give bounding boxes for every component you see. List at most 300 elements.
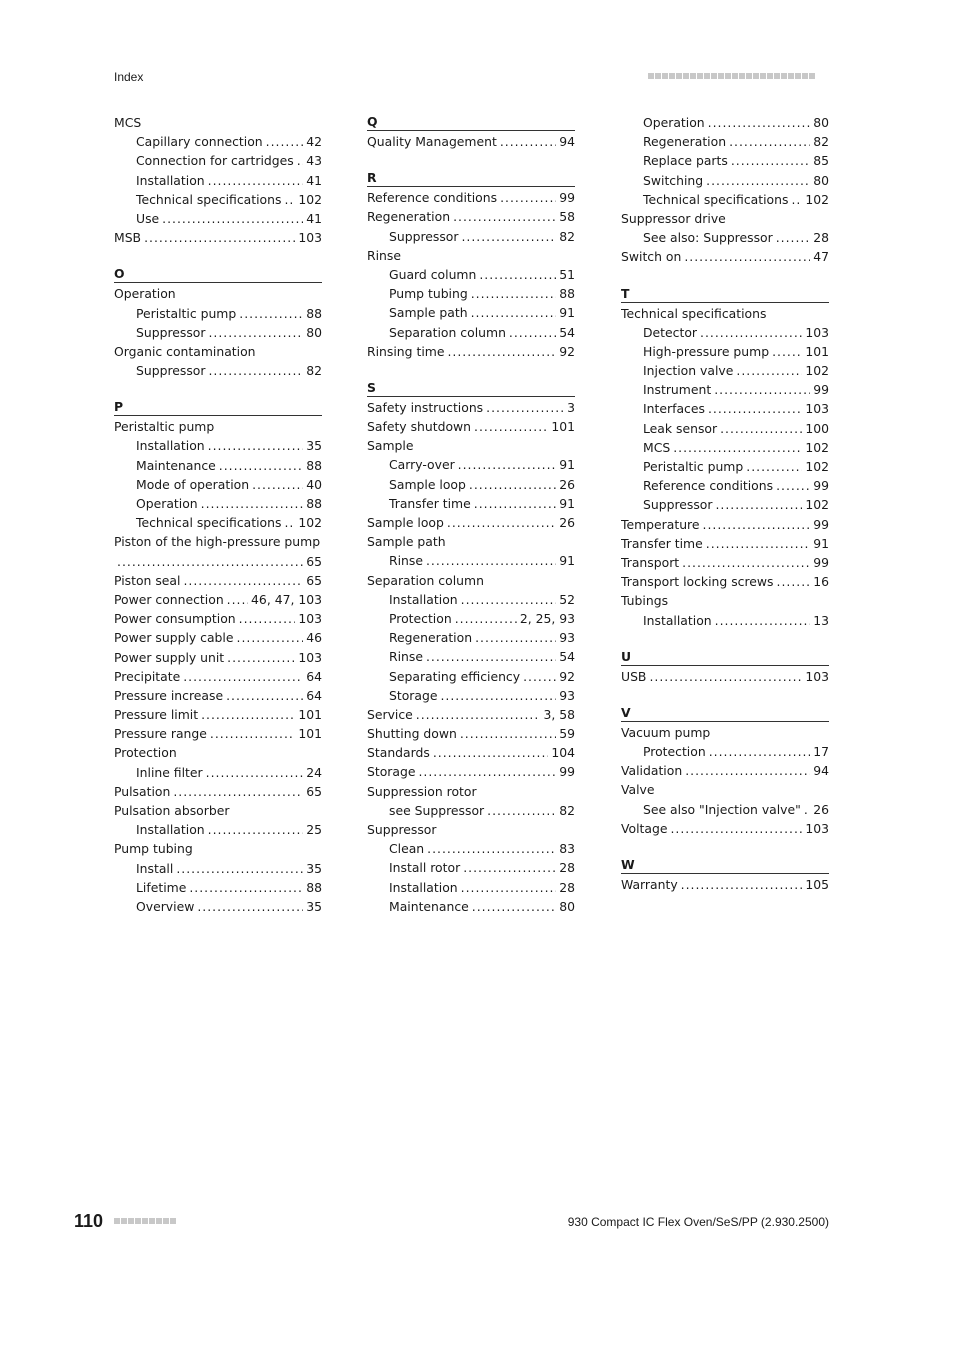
index-subentry [621, 171, 829, 190]
dot-leader [461, 227, 556, 246]
index-page-reference[interactable]: 82 [559, 228, 575, 244]
index-subentry [367, 667, 575, 686]
dot-leader [173, 782, 303, 801]
index-page-reference[interactable]: 41 [306, 210, 322, 226]
index-subentry [114, 820, 322, 839]
index-term: Valve [621, 782, 655, 798]
dot-leader [708, 113, 811, 132]
index-term: Technical specifications [136, 191, 282, 207]
index-page-reference[interactable]: 99 [813, 478, 829, 494]
index-entry [114, 571, 322, 590]
dot-leader [475, 628, 556, 647]
index-term: Installation [389, 591, 458, 607]
index-subentry [367, 628, 575, 647]
index-page-reference[interactable]: 51 [559, 266, 575, 282]
index-entry [621, 209, 829, 228]
index-page-reference[interactable]: 88 [306, 457, 322, 473]
index-term: Quality Management [367, 134, 497, 149]
dot-leader [471, 303, 557, 322]
index-term: MCS [114, 115, 142, 130]
index-entry [367, 132, 575, 151]
index-page-reference[interactable]: 54 [559, 649, 575, 665]
dot-leader [777, 572, 811, 591]
index-term: Protection [114, 745, 177, 761]
index-page-reference[interactable]: 102 [298, 191, 322, 207]
index-term: Sample path [389, 305, 468, 321]
dot-leader [461, 590, 557, 609]
index-page-reference[interactable]: 35 [306, 860, 322, 876]
index-page-reference[interactable]: 103 [805, 668, 829, 684]
index-subentry [367, 686, 575, 705]
index-term: Installation [389, 879, 458, 895]
index-page-reference[interactable]: 80 [559, 898, 575, 914]
page-number: 110 [74, 1211, 104, 1231]
index-entry [367, 820, 575, 839]
index-page-reference[interactable]: 88 [306, 496, 322, 511]
dot-leader [706, 534, 810, 553]
index-term: Installation [136, 172, 205, 188]
index-page-reference[interactable]: 102 [805, 191, 829, 207]
index-subentry [114, 456, 322, 475]
index-subentry [367, 227, 575, 246]
index-entry [621, 819, 829, 838]
dot-leader [162, 209, 303, 228]
index-term: Replace parts [643, 153, 728, 169]
dot-leader [237, 628, 304, 647]
index-page-reference[interactable]: 105 [805, 877, 829, 892]
index-subentry [114, 475, 322, 494]
index-term: Technical specifications [621, 305, 767, 321]
index-entry [114, 801, 322, 820]
index-page-reference[interactable]: 102 [805, 459, 829, 474]
index-subentry [621, 611, 829, 630]
index-page-reference[interactable]: 43 [306, 153, 322, 169]
index-page-reference[interactable]: 91 [559, 457, 575, 473]
dot-leader [474, 494, 556, 513]
dot-leader [649, 667, 802, 686]
index-term: Installation [136, 438, 205, 454]
dot-leader [297, 151, 303, 170]
index-page-reference[interactable]: 103 [298, 611, 322, 627]
index-entry [367, 436, 575, 455]
index-term: Carry-over [389, 457, 455, 473]
index-entry [367, 532, 575, 551]
index-page-reference[interactable]: 92 [559, 343, 575, 359]
dot-leader [715, 611, 811, 630]
index-subentry [621, 151, 829, 170]
dot-leader [685, 761, 810, 780]
index-term: Maintenance [389, 898, 469, 914]
index-page-reference[interactable]: 42 [306, 134, 322, 150]
index-term: Regeneration [367, 209, 451, 225]
index-entry [114, 724, 322, 743]
index-term: Tubings [621, 593, 669, 609]
index-term: Voltage [621, 820, 668, 836]
index-term: Sample path [367, 534, 446, 550]
index-subentry [114, 763, 322, 782]
index-letter-heading: O [114, 265, 322, 283]
index-entry [367, 762, 575, 781]
dot-leader [500, 188, 556, 207]
index-term: Transport locking screws [621, 574, 774, 590]
index-term: Install [136, 860, 174, 876]
index-page-reference[interactable]: 3 [567, 399, 575, 415]
index-term: Pressure range [114, 726, 207, 742]
index-page-reference[interactable]: 93 [559, 687, 575, 703]
index-page-reference[interactable]: 16 [813, 574, 829, 590]
index-term: Safety shutdown [367, 419, 472, 435]
index-entry [367, 571, 575, 590]
index-entry [367, 782, 575, 801]
index-entry [114, 342, 322, 361]
index-page-reference[interactable]: 100 [805, 420, 829, 436]
index-page-reference[interactable]: 103 [805, 401, 829, 417]
index-page-reference[interactable]: 88 [306, 879, 322, 895]
index-term: Transport [621, 554, 680, 570]
index-entry [621, 780, 829, 799]
dot-leader [176, 859, 303, 878]
index-page-reference[interactable]: 99 [813, 382, 829, 398]
index-page-reference[interactable]: 65 [306, 783, 322, 799]
index-page-reference[interactable]: 103 [298, 649, 322, 665]
index-subentry [621, 800, 829, 819]
index-term: Organic contamination [114, 343, 256, 359]
index-page-reference[interactable]: 80 [306, 324, 322, 340]
index-page-reference[interactable]: 64 [306, 687, 322, 703]
index-page-reference[interactable]: 104 [551, 745, 575, 761]
index-page-reference[interactable]: 99 [559, 764, 575, 780]
dot-leader [266, 132, 304, 151]
index-page-reference[interactable]: 99 [559, 190, 575, 206]
index-subentry [621, 419, 829, 438]
index-page-reference[interactable]: 101 [298, 707, 322, 723]
index-page-reference[interactable]: 46, 47, 103 [251, 591, 322, 607]
index-entry [621, 515, 829, 534]
dot-leader [487, 801, 556, 820]
index-entry [367, 398, 575, 417]
index-page-reference[interactable]: 65 [306, 572, 322, 588]
index-page-reference[interactable]: 85 [813, 153, 829, 169]
index-term: Sample [367, 438, 414, 454]
index-page-reference[interactable]: 80 [813, 115, 829, 130]
index-term: Maintenance [136, 457, 216, 473]
index-page-reference[interactable]: 82 [306, 363, 322, 379]
index-entry [114, 686, 322, 705]
index-subentry [621, 495, 829, 514]
index-entry [621, 875, 829, 894]
index-subentry [114, 494, 322, 513]
index-column-1 [114, 113, 322, 916]
index-subentry [621, 457, 829, 476]
index-subentry [114, 132, 322, 151]
index-term: Precipitate [114, 668, 181, 684]
index-page-reference[interactable]: 13 [813, 612, 829, 628]
index-subentry [621, 132, 829, 151]
index-term: Pump tubing [389, 286, 468, 302]
dot-leader [746, 457, 802, 476]
index-term: Interfaces [643, 401, 705, 417]
index-term: MCS [643, 439, 671, 455]
index-subentry [114, 361, 322, 380]
index-term: Power supply cable [114, 630, 234, 646]
index-term: Reference conditions [643, 478, 774, 494]
index-term: Rinse [367, 247, 401, 263]
index-page-reference[interactable]: 26 [813, 801, 829, 817]
index-term: Operation [643, 115, 705, 130]
index-page-reference[interactable]: 94 [813, 763, 829, 779]
index-term: See also: Suppressor [643, 230, 773, 246]
index-page-reference[interactable]: 28 [813, 230, 829, 246]
dot-leader [458, 455, 557, 474]
index-page-reference[interactable]: 91 [559, 495, 575, 511]
dot-leader [463, 858, 556, 877]
index-page-reference[interactable]: 47 [813, 249, 829, 265]
index-term: USB [621, 668, 647, 684]
index-entry [367, 207, 575, 226]
index-entry [621, 572, 829, 591]
dot-leader [460, 724, 556, 743]
index-term: Standards [367, 745, 430, 761]
index-term: Peristaltic pump [114, 419, 215, 435]
index-term: Detector [643, 324, 697, 340]
index-term: Validation [621, 763, 683, 779]
index-subentry [621, 113, 829, 132]
index-entry [114, 743, 322, 762]
dot-leader [440, 686, 556, 705]
index-subentry [367, 839, 575, 858]
dot-leader [227, 590, 248, 609]
footer-decorative-dots [114, 1218, 176, 1224]
index-term: Suppressor drive [621, 210, 726, 226]
index-subentry [621, 438, 829, 457]
dot-leader [714, 380, 810, 399]
index-term: Operation [136, 496, 198, 511]
index-page-reference[interactable]: 82 [559, 802, 575, 818]
index-subentry [367, 878, 575, 897]
index-entry [367, 246, 575, 265]
dot-leader [201, 494, 304, 513]
index-page-reference[interactable]: 64 [306, 668, 322, 684]
dot-leader [208, 361, 303, 380]
index-term: MSB [114, 230, 142, 246]
index-page-reference[interactable]: 24 [306, 764, 322, 780]
header-decorative-dots [648, 73, 815, 79]
index-entry [114, 113, 322, 132]
index-term: Service [367, 706, 413, 722]
dot-leader [729, 132, 810, 151]
index-subentry [114, 190, 322, 209]
index-page-reference[interactable]: 103 [805, 324, 829, 340]
index-page-reference[interactable]: 58 [559, 209, 575, 225]
index-term: Suppressor [389, 228, 459, 244]
index-term: See also "Injection valve" [643, 801, 801, 817]
index-subentry [367, 475, 575, 494]
index-letter-heading: U [621, 648, 829, 666]
index-page-reference[interactable]: 102 [805, 497, 829, 513]
index-entry [621, 553, 829, 572]
dot-leader [479, 265, 556, 284]
index-page-reference[interactable]: 28 [559, 860, 575, 876]
dot-leader [117, 552, 303, 571]
dot-leader [670, 819, 802, 838]
index-letter-heading: W [621, 856, 829, 874]
dot-leader [210, 724, 295, 743]
index-page-reference[interactable]: 28 [559, 879, 575, 895]
dot-leader [804, 800, 810, 819]
index-subentry [367, 590, 575, 609]
dot-leader [197, 897, 303, 916]
index-subentry [114, 171, 322, 190]
index-term: Protection [643, 744, 706, 760]
index-subentry [367, 494, 575, 513]
index-entry [367, 513, 575, 532]
dot-leader [500, 132, 556, 151]
dot-leader [284, 513, 295, 532]
index-term: Leak sensor [643, 420, 718, 436]
dot-leader [284, 190, 295, 209]
index-page-reference[interactable]: 91 [813, 535, 829, 551]
dot-leader [426, 647, 556, 666]
dot-leader [455, 609, 517, 628]
dot-leader [684, 247, 810, 266]
index-page-reference[interactable]: 35 [306, 898, 322, 914]
index-term: Transfer time [389, 495, 471, 511]
index-page-reference[interactable]: 26 [559, 515, 575, 530]
index-page-reference[interactable]: 91 [559, 305, 575, 321]
index-term: Switch on [621, 249, 682, 265]
index-page-reference[interactable]: 40 [306, 476, 322, 492]
index-page-reference[interactable]: 65 [306, 553, 322, 569]
dot-leader [720, 419, 802, 438]
index-page-reference[interactable]: 82 [813, 134, 829, 150]
index-page-reference[interactable]: 52 [559, 591, 575, 607]
dot-leader [703, 515, 811, 534]
index-term: Separation column [389, 324, 506, 340]
index-entry [621, 761, 829, 780]
dot-leader [715, 495, 802, 514]
index-subentry [621, 190, 829, 209]
index-page-reference[interactable]: 102 [298, 515, 322, 531]
index-entry [114, 590, 322, 609]
index-page-reference[interactable]: 54 [559, 324, 575, 340]
index-page-reference[interactable]: 101 [551, 419, 575, 435]
index-term: Mode of operation [136, 476, 250, 492]
index-page-reference[interactable]: 99 [813, 516, 829, 532]
index-page-reference[interactable]: 25 [306, 822, 322, 838]
dot-leader [226, 686, 303, 705]
dot-leader [681, 875, 803, 894]
dot-leader [183, 571, 303, 590]
index-entry [114, 228, 322, 247]
index-page-reference[interactable]: 2, 25, 93 [519, 610, 575, 626]
index-page-reference[interactable]: 3, 58 [543, 706, 575, 722]
index-page-reference[interactable]: 46 [306, 630, 322, 646]
running-header-title: Index [114, 70, 144, 84]
index-page-reference[interactable]: 80 [813, 172, 829, 188]
index-page-reference[interactable]: 26 [559, 476, 575, 492]
index-entry [114, 705, 322, 724]
index-page-reference[interactable]: 88 [559, 286, 575, 302]
index-page-reference[interactable]: 59 [559, 726, 575, 742]
index-subentry [621, 399, 829, 418]
index-entry [114, 628, 322, 647]
index-page-reference[interactable]: 92 [559, 668, 575, 684]
index-entry [114, 667, 322, 686]
index-entry [114, 839, 322, 858]
index-term: Injection valve [643, 363, 734, 379]
index-term: Regeneration [389, 630, 473, 646]
dot-leader [709, 742, 811, 761]
index-term: Peristaltic pump [643, 459, 744, 474]
index-page-reference[interactable]: 101 [805, 343, 829, 359]
index-entry [367, 188, 575, 207]
dot-leader [673, 438, 802, 457]
index-page-reference[interactable]: 88 [306, 305, 322, 321]
dot-leader [426, 551, 556, 570]
index-term: Pulsation [114, 783, 171, 799]
index-page-reference[interactable]: 83 [559, 841, 575, 857]
index-letter-heading: P [114, 398, 322, 416]
index-page-reference[interactable]: 102 [805, 439, 829, 455]
index-page-reference[interactable]: 103 [805, 820, 829, 836]
index-subentry [114, 436, 322, 455]
index-subentry [367, 551, 575, 570]
dot-leader [239, 609, 296, 628]
dot-leader [239, 304, 303, 323]
index-page-reference[interactable]: 93 [559, 630, 575, 646]
index-subentry [621, 742, 829, 761]
dot-leader [453, 207, 556, 226]
index-term: Vacuum pump [621, 724, 711, 740]
index-term: Suppressor [136, 363, 206, 379]
index-subentry [621, 361, 829, 380]
index-term: Rinse [389, 649, 423, 665]
index-subentry [367, 609, 575, 628]
dot-leader [427, 839, 556, 858]
index-page-reference[interactable]: 102 [805, 363, 829, 379]
index-term: Use [136, 210, 160, 226]
index-term: Rinse [389, 553, 423, 569]
index-page-reference[interactable]: 94 [559, 134, 575, 149]
index-entry [367, 342, 575, 361]
index-term: Suppressor [136, 324, 206, 340]
index-term: Shutting down [367, 726, 457, 742]
index-page-reference[interactable]: 91 [559, 553, 575, 569]
index-letter-heading: Q [367, 113, 575, 131]
index-subentry [114, 878, 322, 897]
index-term: Storage [367, 764, 416, 780]
index-page-reference[interactable]: 101 [298, 726, 322, 742]
index-term: High-pressure pump [643, 343, 770, 359]
index-entry [621, 591, 829, 610]
index-term: Reference conditions [367, 190, 498, 206]
dot-leader [208, 820, 304, 839]
index-page-reference[interactable]: 41 [306, 172, 322, 188]
dot-leader [183, 667, 303, 686]
index-entry [114, 284, 322, 303]
index-term: Pressure increase [114, 687, 224, 703]
index-entry [621, 304, 829, 323]
index-term: Sample loop [389, 476, 466, 492]
index-entry [114, 609, 322, 628]
dot-leader [776, 228, 811, 247]
index-page-reference[interactable]: 35 [306, 438, 322, 454]
index-page-reference[interactable]: 17 [813, 744, 829, 760]
index-page-reference[interactable]: 103 [298, 230, 322, 246]
dot-leader [708, 399, 802, 418]
index-page-reference[interactable]: 99 [813, 554, 829, 570]
dot-leader [791, 190, 802, 209]
